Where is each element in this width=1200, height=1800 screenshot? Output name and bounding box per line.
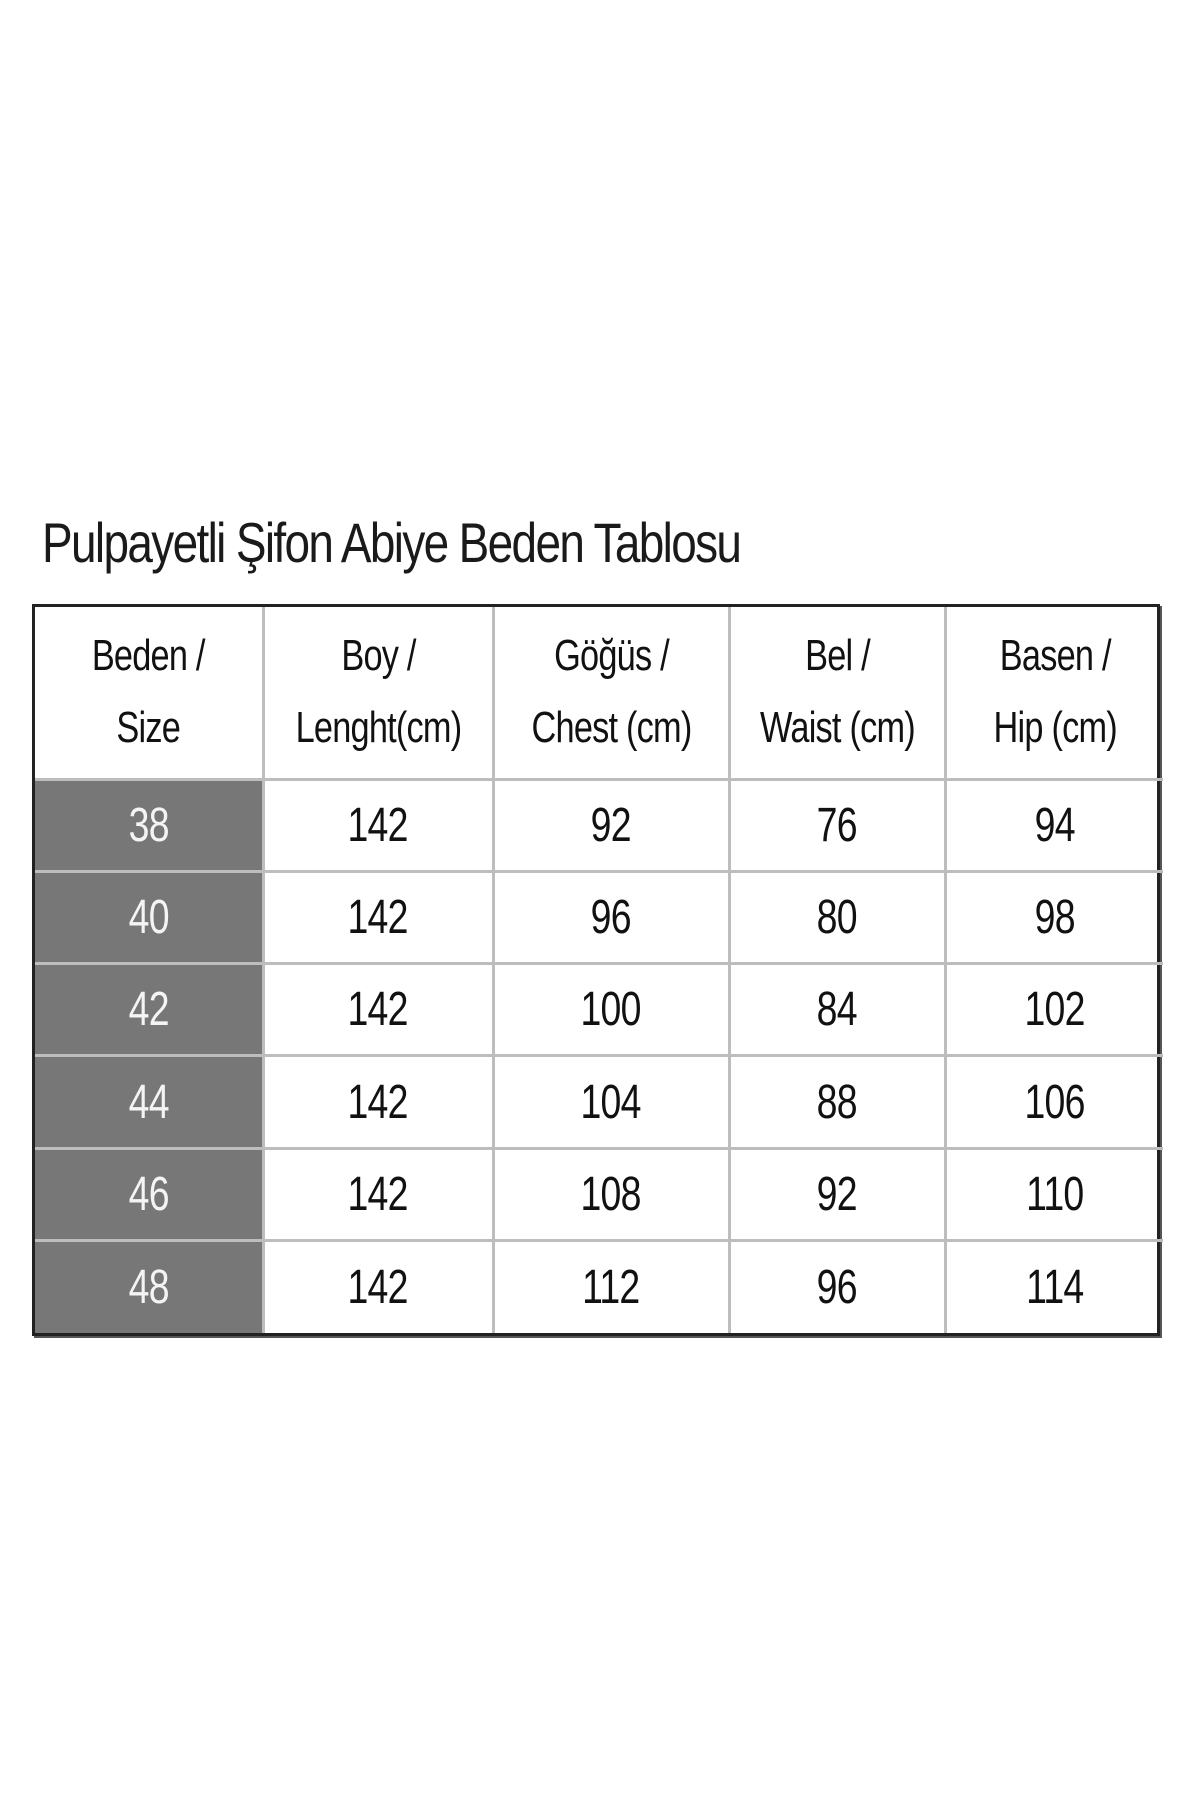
length-cell — [263, 1056, 493, 1148]
table-row — [35, 964, 1163, 1056]
hip-cell — [945, 1056, 1163, 1148]
size-cell — [35, 779, 263, 871]
header-line: Basen / — [999, 631, 1111, 681]
cell-value: 96 — [816, 1261, 858, 1315]
waist-cell — [729, 1241, 945, 1333]
cell-value: 76 — [816, 798, 858, 852]
cell-value: 92 — [816, 1167, 858, 1221]
cell-value: 142 — [347, 983, 409, 1037]
cell-value: 40 — [128, 890, 169, 944]
length-cell — [263, 1241, 493, 1333]
size-cell — [35, 1241, 263, 1333]
table-row — [35, 1056, 1163, 1148]
header-line: Bel / — [804, 631, 870, 681]
cell-value: 142 — [347, 1075, 409, 1129]
header-line: Size — [116, 703, 181, 753]
cell-value: 96 — [590, 890, 632, 944]
length-cell — [263, 871, 493, 963]
cell-value: 84 — [816, 983, 858, 1037]
cell-value: 142 — [347, 890, 409, 944]
cell-value: 112 — [582, 1261, 640, 1315]
hip-cell — [945, 779, 1163, 871]
column-header-length — [263, 607, 493, 779]
table-row — [35, 871, 1163, 963]
hip-cell — [945, 871, 1163, 963]
column-header-hip — [945, 607, 1163, 779]
cell-value: 46 — [128, 1167, 169, 1221]
table-row — [35, 1241, 1163, 1333]
waist-cell — [729, 1148, 945, 1240]
length-cell — [263, 779, 493, 871]
cell-value: 106 — [1024, 1075, 1085, 1129]
hip-cell — [945, 1148, 1163, 1240]
cell-value: 114 — [1026, 1261, 1084, 1315]
header-line: Lenght(cm) — [295, 703, 461, 753]
cell-value: 142 — [347, 1261, 409, 1315]
cell-value: 44 — [128, 1075, 169, 1129]
waist-cell — [729, 779, 945, 871]
cell-value: 88 — [816, 1075, 858, 1129]
column-header-waist — [729, 607, 945, 779]
table-header-row — [35, 607, 1163, 779]
size-cell — [35, 871, 263, 963]
chest-cell — [493, 1148, 729, 1240]
column-header-size — [35, 607, 263, 779]
size-cell — [35, 964, 263, 1056]
size-chart-table — [32, 604, 1160, 1336]
header-line: Chest (cm) — [531, 703, 691, 753]
cell-value: 108 — [580, 1167, 642, 1221]
size-cell — [35, 1148, 263, 1240]
chest-cell — [493, 779, 729, 871]
cell-value: 98 — [1034, 890, 1075, 944]
page-title: Pulpayetli Şifon Abiye Beden Tablosu — [42, 511, 741, 574]
cell-value: 42 — [128, 983, 169, 1037]
chest-cell — [493, 871, 729, 963]
cell-value: 142 — [347, 798, 409, 852]
cell-value: 92 — [590, 798, 632, 852]
chest-cell — [493, 964, 729, 1056]
chest-cell — [493, 1056, 729, 1148]
hip-cell — [945, 1241, 1163, 1333]
cell-value: 102 — [1024, 983, 1085, 1037]
size-cell — [35, 1056, 263, 1148]
table-row — [35, 1148, 1163, 1240]
cell-value: 100 — [580, 983, 642, 1037]
cell-value: 38 — [128, 798, 169, 852]
cell-value: 110 — [1026, 1167, 1084, 1221]
cell-value: 80 — [816, 890, 858, 944]
chest-cell — [493, 1241, 729, 1333]
waist-cell — [729, 1056, 945, 1148]
cell-value: 142 — [347, 1167, 409, 1221]
waist-cell — [729, 964, 945, 1056]
header-line: Hip (cm) — [993, 703, 1117, 753]
length-cell — [263, 964, 493, 1056]
header-line: Göğüs / — [553, 631, 669, 681]
waist-cell — [729, 871, 945, 963]
header-line: Boy / — [340, 631, 416, 681]
cell-value: 104 — [580, 1075, 642, 1129]
header-line: Waist (cm) — [759, 703, 915, 753]
hip-cell — [945, 964, 1163, 1056]
cell-value: 94 — [1034, 798, 1075, 852]
column-header-chest — [493, 607, 729, 779]
size-table — [35, 607, 1163, 1333]
length-cell — [263, 1148, 493, 1240]
table-row — [35, 779, 1163, 871]
cell-value: 48 — [128, 1261, 169, 1315]
header-line: Beden / — [91, 631, 205, 681]
